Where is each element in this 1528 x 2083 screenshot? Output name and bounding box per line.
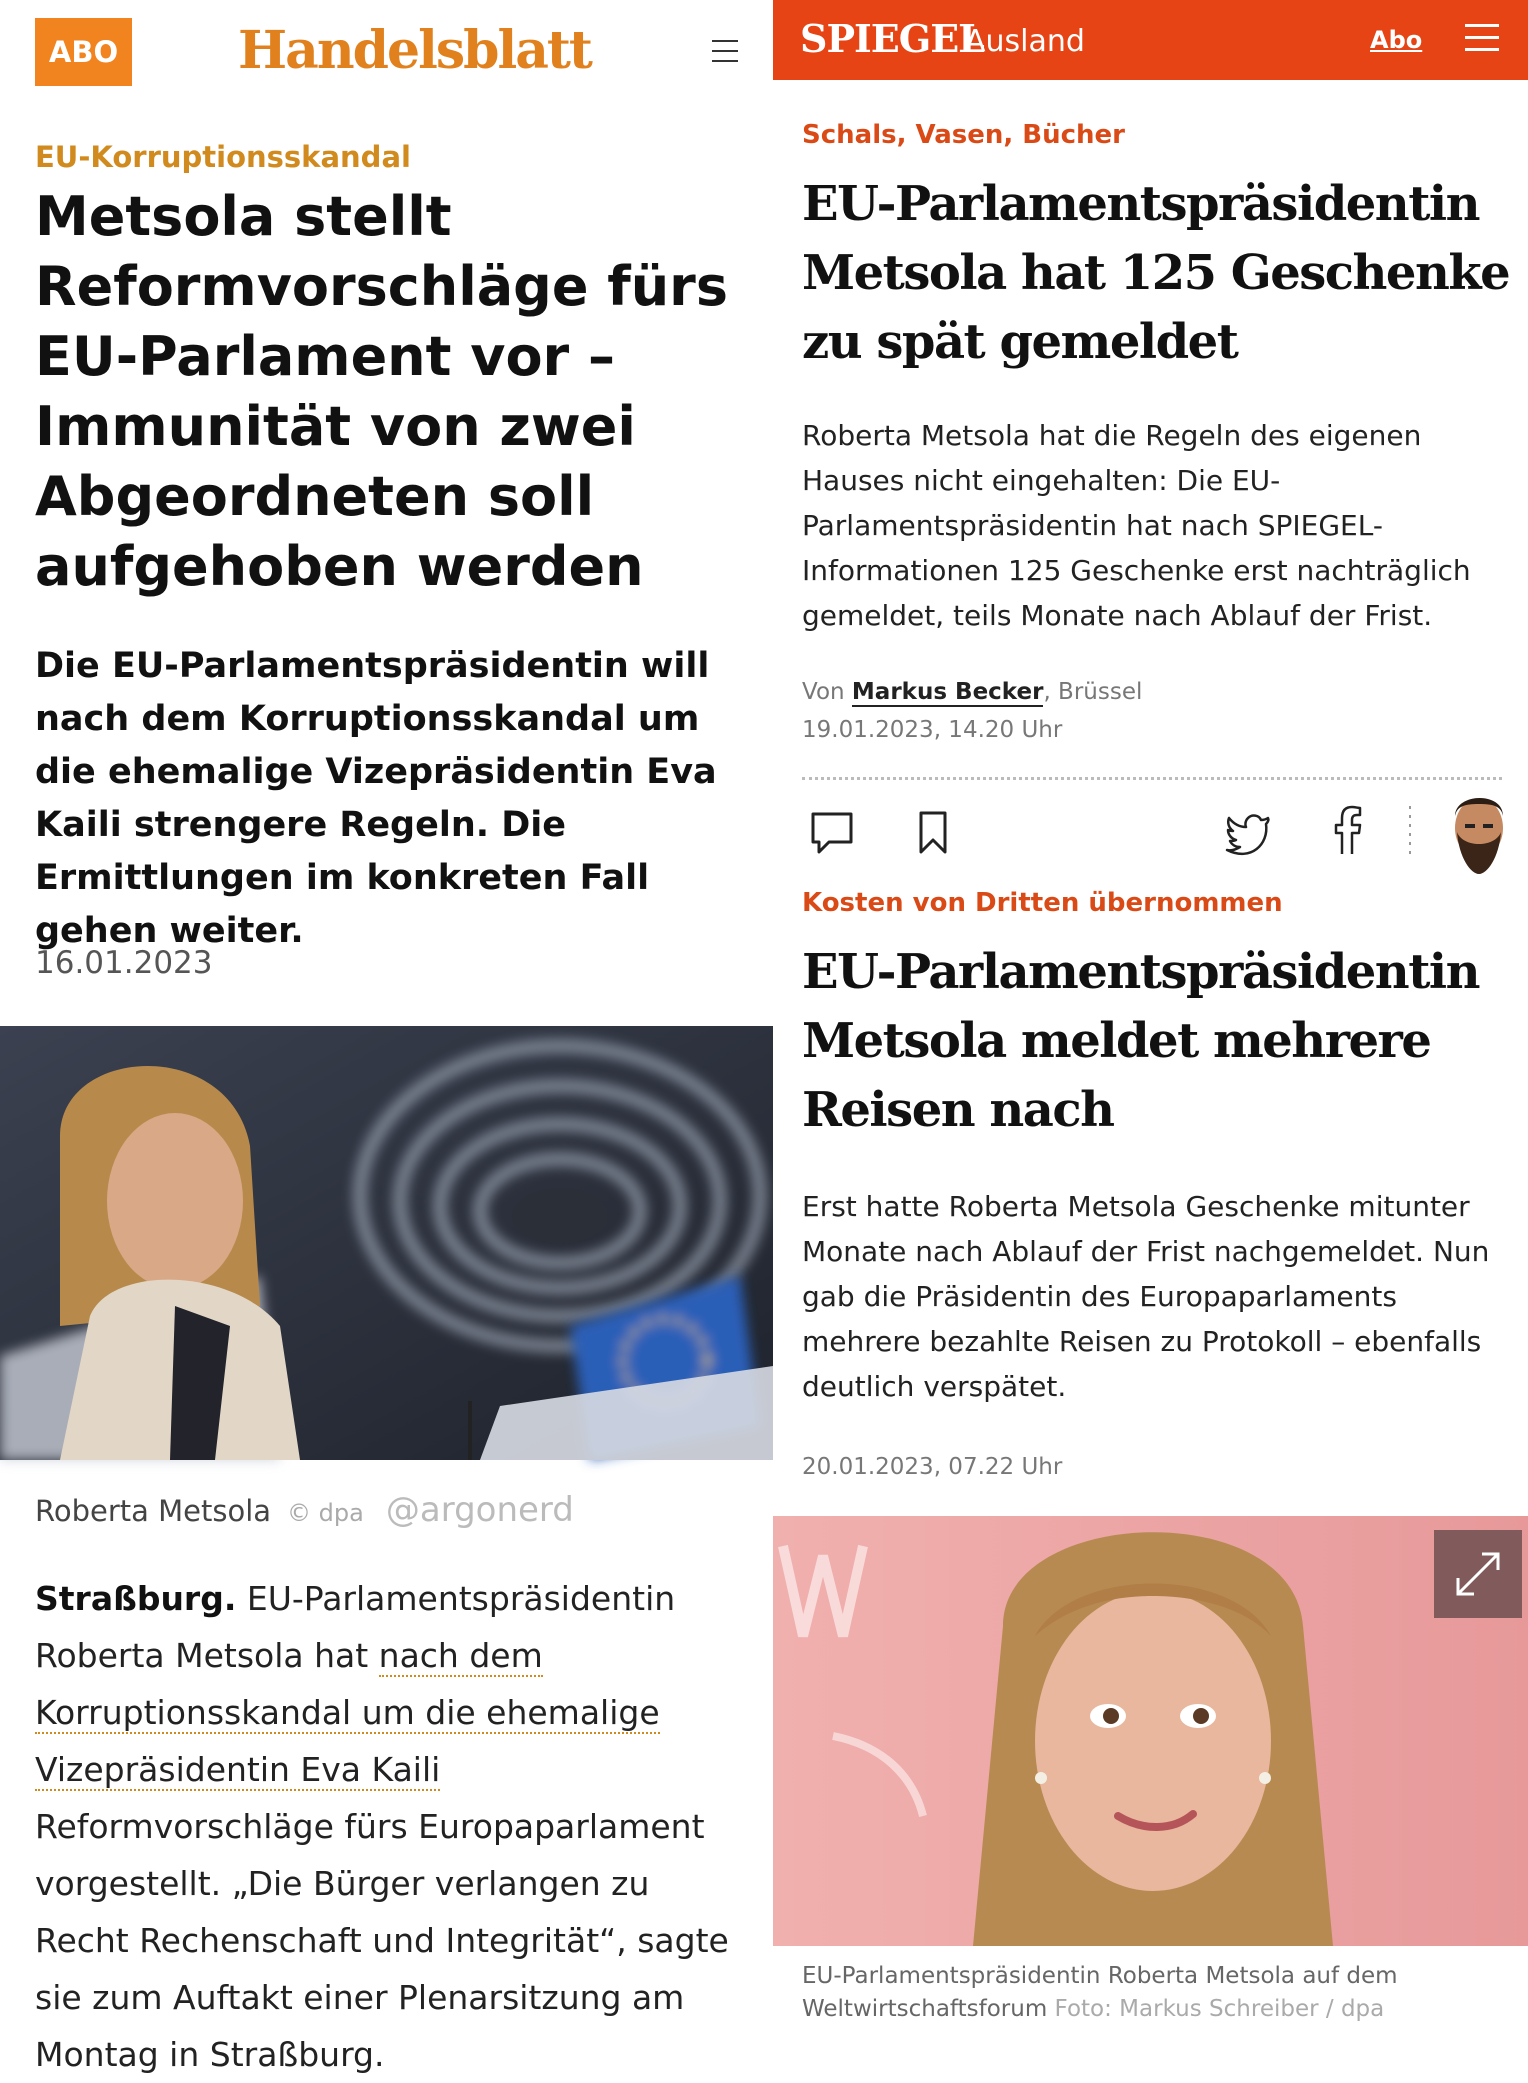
article-date: 16.01.2023 xyxy=(35,945,213,981)
facebook-icon[interactable] xyxy=(1333,806,1363,856)
body-link[interactable]: nach dem Korruptionsskandal um die ehemalige Vizepräsidentin Eva Kaili xyxy=(35,1636,660,1789)
article1-date: 19.01.2023, 14.20 Uhr xyxy=(802,717,1063,743)
dateline: Straßburg. xyxy=(35,1579,237,1618)
photo-credit: Foto: Markus Schreiber / dpa xyxy=(1054,1996,1385,2022)
menu-icon[interactable] xyxy=(712,40,738,62)
spiegel-logo[interactable]: SPIEGEL xyxy=(800,16,984,61)
article2-title[interactable]: EU-Parlamentspräsidentin Metsola meldet mehrere Reisen nach xyxy=(802,944,1479,1138)
article-body xyxy=(35,1570,745,2083)
article1-title[interactable]: EU-Parlamentspräsidentin Metsola hat 125 Geschenke zu spät gemeldet xyxy=(802,176,1510,370)
article2-caption xyxy=(802,1960,1502,2026)
article1-meta xyxy=(802,673,1142,749)
byline-prefix: Von xyxy=(802,679,852,705)
body-text-2: Reformvorschläge fürs Europaparlament vorgestellt. „Die Bürger verlangen zu Recht Rechenschaft und Integrität“, sagte sie zum Auftakt einer Plenarsitzung am Montag in Straßburg. xyxy=(35,1807,729,2074)
spiegel-header xyxy=(773,0,1528,80)
expand-icon xyxy=(1434,1530,1522,1618)
watermark: @argonerd xyxy=(385,1490,574,1530)
article2-date: 20.01.2023, 07.22 Uhr xyxy=(802,1454,1063,1480)
handelsblatt-logo[interactable]: Handelsblatt xyxy=(238,20,591,81)
avatar-icon[interactable] xyxy=(1441,788,1517,878)
caption-text: Roberta Metsola xyxy=(35,1494,272,1528)
divider xyxy=(802,777,1502,780)
photo-caption xyxy=(35,1490,574,1530)
author-link[interactable]: Markus Becker xyxy=(851,679,1044,705)
byline-location: , Brüssel xyxy=(1043,679,1143,705)
article1-kicker: Schals, Vasen, Bücher xyxy=(802,120,1126,150)
menu-icon[interactable] xyxy=(1465,24,1499,54)
metsola-parliament-photo xyxy=(0,1026,773,1460)
expand-button[interactable] xyxy=(1434,1530,1522,1618)
article2-photo[interactable] xyxy=(773,1516,1528,1946)
article2-lead: Erst hatte Roberta Metsola Geschenke mitunter Monate nach Ablauf der Frist nachgemeldet. Nun gab die Präsidentin des Europaparlaments mehrere bezahlte Reisen zu Protokoll – ebenfalls deutlich verspätet. xyxy=(802,1190,1490,1403)
abo-button[interactable]: ABO xyxy=(35,18,132,86)
bookmark-icon[interactable] xyxy=(916,810,950,856)
article-kicker: EU-Korruptionsskandal xyxy=(35,140,411,174)
article-title: Metsola stellt Reformvorschläge fürs EU-Parlament vor – Immunität von zwei Abgeordneten soll aufgehoben werden xyxy=(35,185,728,598)
comment-icon[interactable] xyxy=(809,810,855,856)
article1-lead: Roberta Metsola hat die Regeln des eigenen Hauses nicht eingehalten: Die EU-Parlamentspräsidentin hat nach SPIEGEL-Informationen 125 Geschenke erst nachträglich gemeldet, teils Monate nach Ablauf der Frist. xyxy=(802,419,1471,632)
body-text-1: EU-Parlamentspräsidentin Roberta Metsola hat xyxy=(35,1579,676,1675)
photo-credit: © dpa xyxy=(287,1499,364,1527)
article-photo[interactable] xyxy=(0,1026,773,1460)
handelsblatt-header xyxy=(0,0,773,100)
abo-link[interactable]: Abo xyxy=(1370,26,1423,54)
section-label[interactable]: Ausland xyxy=(965,24,1085,59)
caption-text: EU-Parlamentspräsidentin Roberta Metsola auf dem Weltwirtschaftsforum xyxy=(802,1963,1398,2022)
more-divider xyxy=(1407,804,1413,860)
article-lead: Die EU-Parlamentspräsidentin will nach dem Korruptionsskandal um die ehemalige Vizepräsidentin Eva Kaili strengere Regeln. Die Ermittlungen im konkreten Fall gehen weiter. xyxy=(35,646,717,951)
article2-kicker: Kosten von Dritten übernommen xyxy=(802,888,1283,918)
twitter-icon[interactable] xyxy=(1225,812,1271,852)
metsola-portrait-photo xyxy=(773,1516,1528,1946)
share-bar xyxy=(773,800,1528,872)
spiegel-article xyxy=(773,0,1528,2048)
